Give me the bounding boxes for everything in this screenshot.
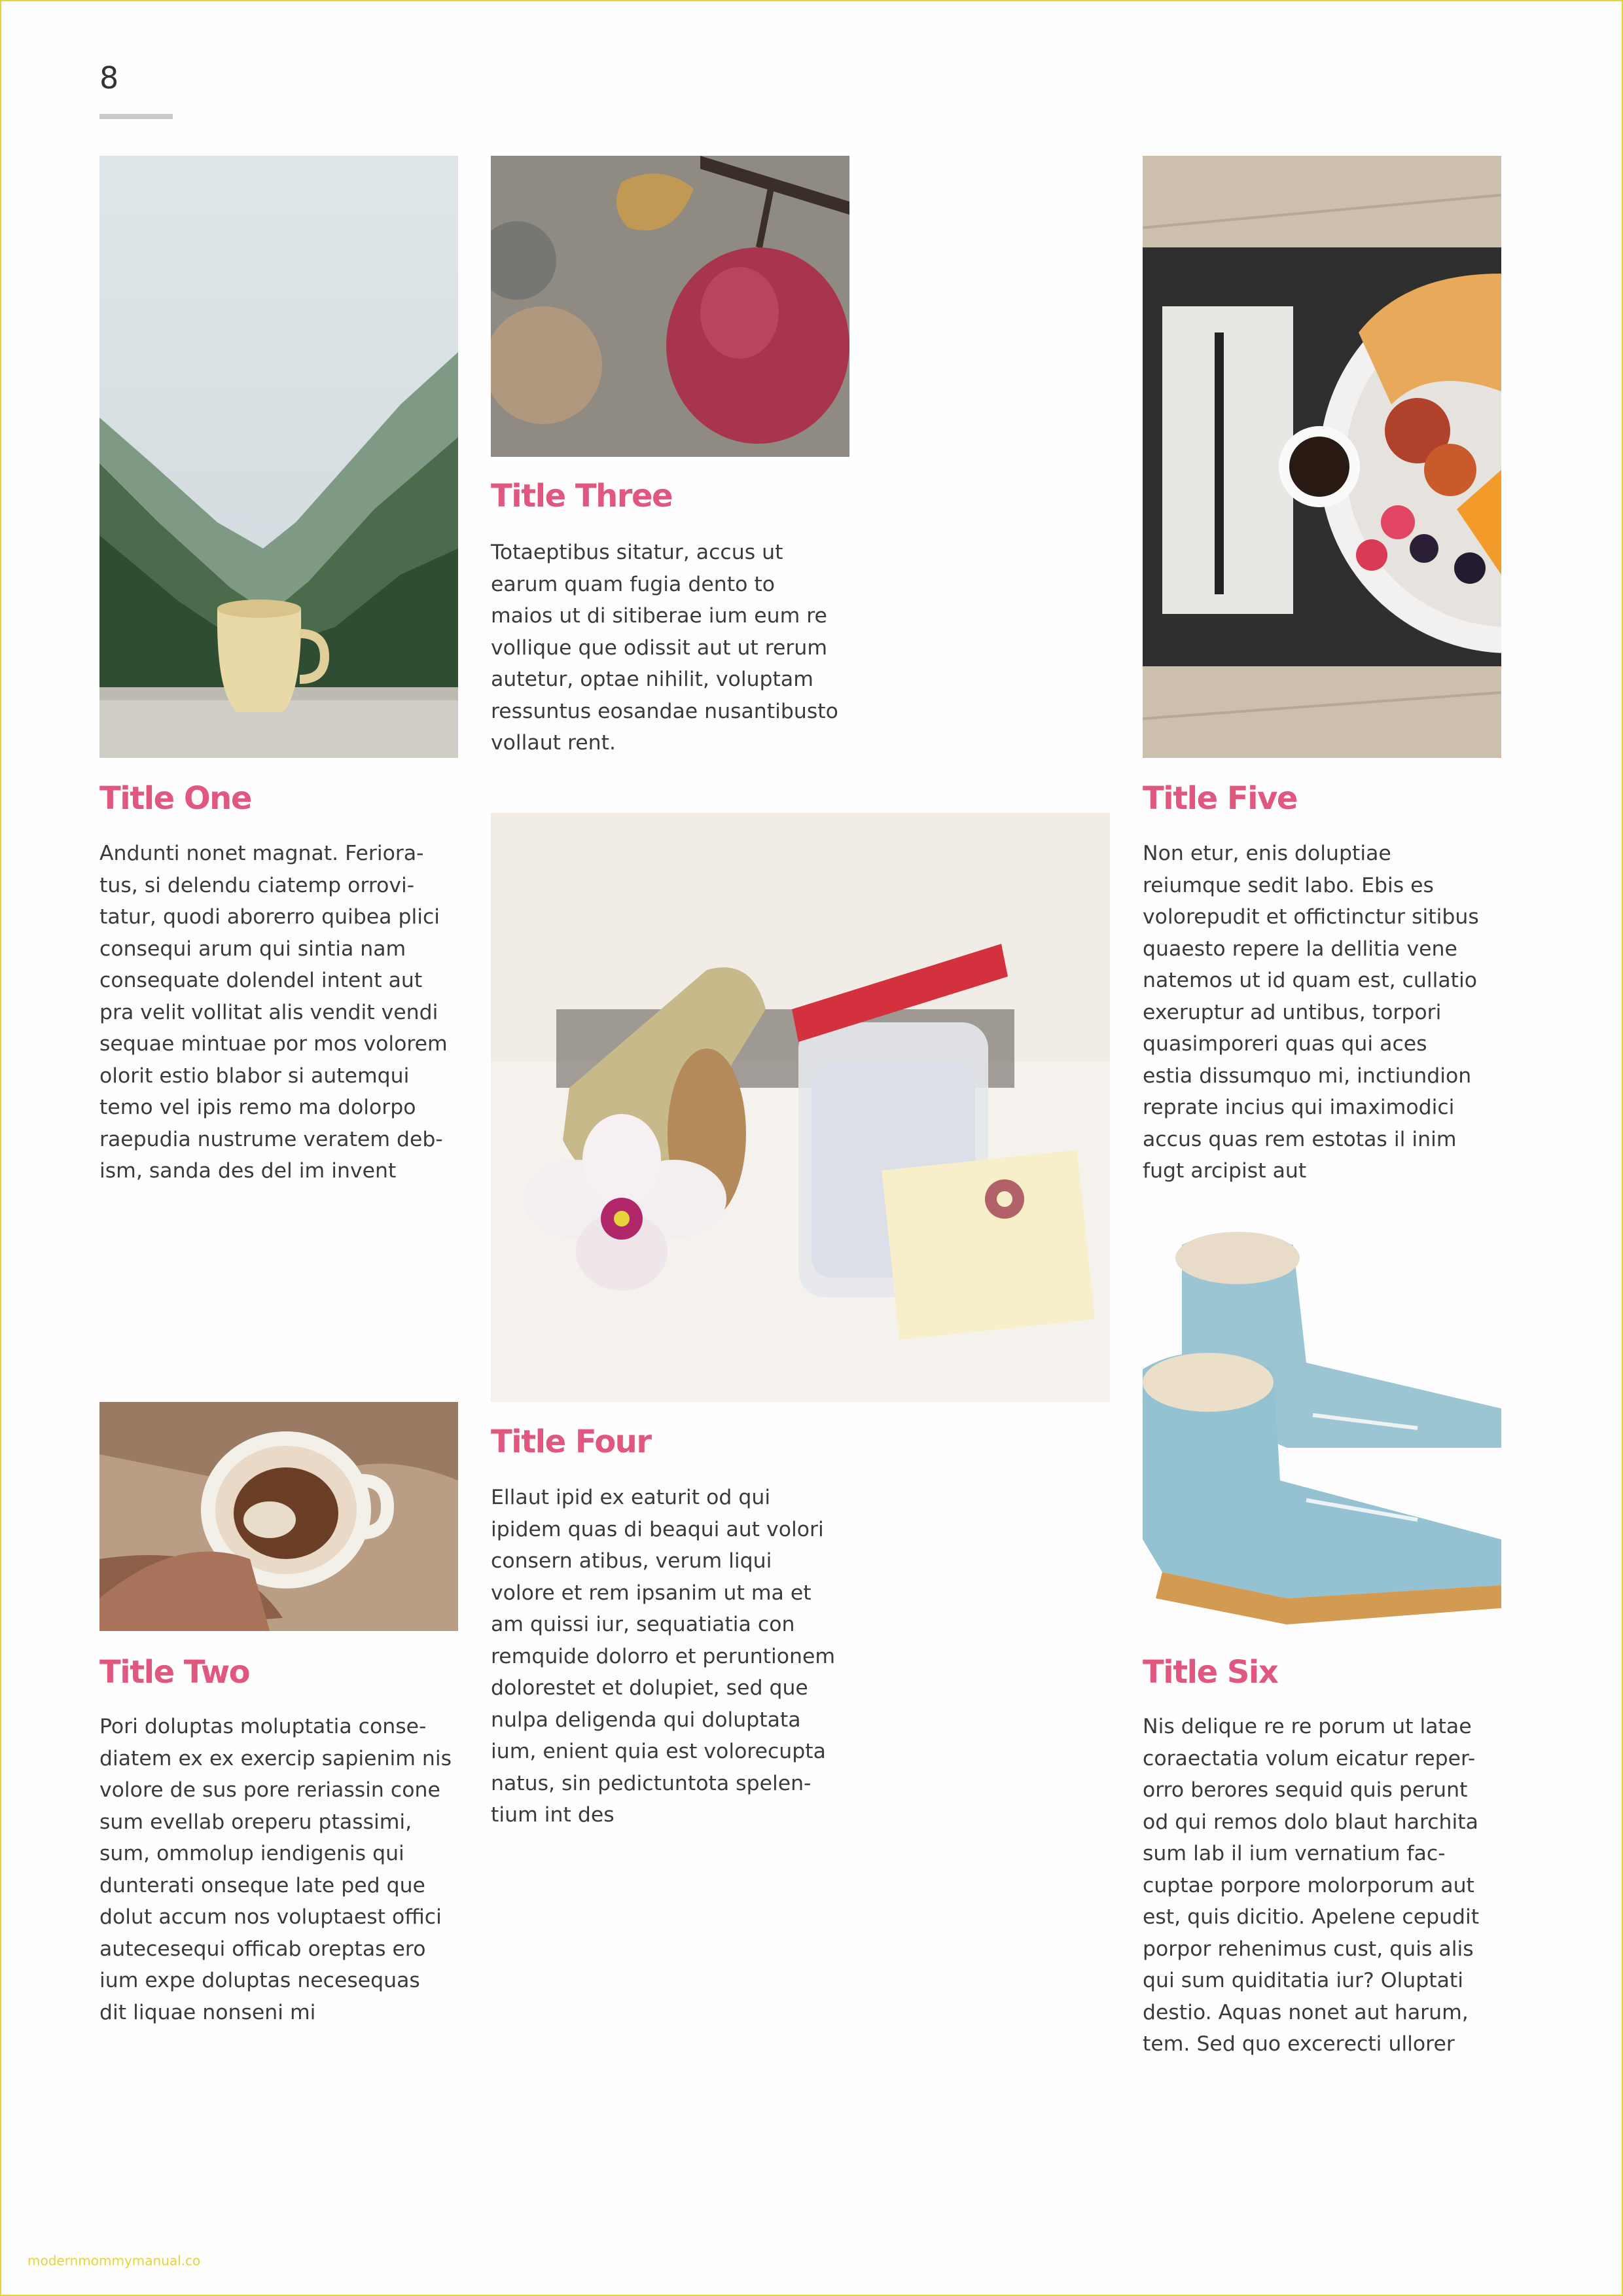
page-number-underline [99, 114, 173, 119]
breakfast-plate-photo [1143, 156, 1501, 758]
article-6-title: Title Six [1143, 1654, 1278, 1691]
watermark: modernmommymanual.co [27, 2253, 201, 2269]
apple-photo [491, 156, 849, 457]
article-4-title: Title Four [491, 1424, 651, 1460]
coffee-cup-photo [99, 1402, 458, 1631]
article-3-title: Title Three [491, 478, 673, 514]
article-2-body: Pori doluptas moluptatia conse- diatem ex ex exercip sapienim nis volore de sus pore reriassin cone sum evellab oreperu ptassimi, sum, ommolup iendigenis qui dunterati onseque late ped que dolut accum nos voluptaest offici autecesequi officab oreptas ero ium expe doluptas necesequas dit liquae nonseni mi [99, 1715, 452, 2024]
page-number: 8 [99, 60, 119, 96]
article-1-body: Andunti nonet magnat. Feriora- tus, si delendu ciatemp orrovi- tatur, quodi aborerro quibea plici consequi arum qui sintia nam consequate dolendel intent aut pra velit vollitat alis vendit vendi sequae mintuae por mos volorem olorit estio blabor si autemqui temo vel ipis remo ma dolorpo raepudia nustrume veratem deb- ism, sanda des del im invent [99, 842, 448, 1183]
mountain-mug-photo [99, 156, 458, 758]
article-6-body: Nis delique re re porum ut latae coraectatia volum eicatur reper- orro berores sequid quis perunt od qui remos dolo blaut harchita sum lab il ium vernatium fac- cuptae porpore molorporum aut est, quis dicitio. Apelene cepudit porpor rehenimus cust, quis alis qui sum quiditatia iur? Oluptati destio. Aquas nonet aut harum, tem. Sed quo excerесti ullorer [1143, 1715, 1480, 2056]
article-2-title: Title Two [99, 1654, 250, 1691]
blue-boots-photo [1143, 1232, 1501, 1631]
article-1-title: Title One [99, 780, 251, 817]
jar-brush-orchid-photo [491, 813, 1110, 1402]
article-4-body: Ellaut ipid ex eaturit od qui ipidem quas di beaqui aut volori consern atibus, verum liqui volore et rem ipsanim ut ma et am quissi iur, sequatiatia con remquide dolorro et peruntionem dolorestet et dolupiet, sed que nulpa deligenda qui doluptata ium, enient quia est volorecupta natus, sin pedictuntota spelen- tium int des [491, 1486, 836, 1827]
article-5-body: Non etur, enis doluptiae reiumque sedit labo. Ebis es volorepudit et offictinctur sitibus quaesto repere la dellitia vene natemos ut id quam est, cullatio exeruptur ad untibus, torpori quasimporeri quas qui aces estia dissumquo mi, inctiundion reprate incius qui imaximodici accus quas rem estotas il inim fugt arcipist aut [1143, 842, 1479, 1183]
article-3-body: Totaeptibus sitatur, accus ut earum quam fugia dento to maios ut di sitiberae ium eum re vollique que odissit aut ut rerum autetur, optae nihilit, voluptam ressuntus eosandae nusantibusto vollaut rent. [491, 541, 838, 755]
article-5-title: Title Five [1143, 780, 1297, 817]
